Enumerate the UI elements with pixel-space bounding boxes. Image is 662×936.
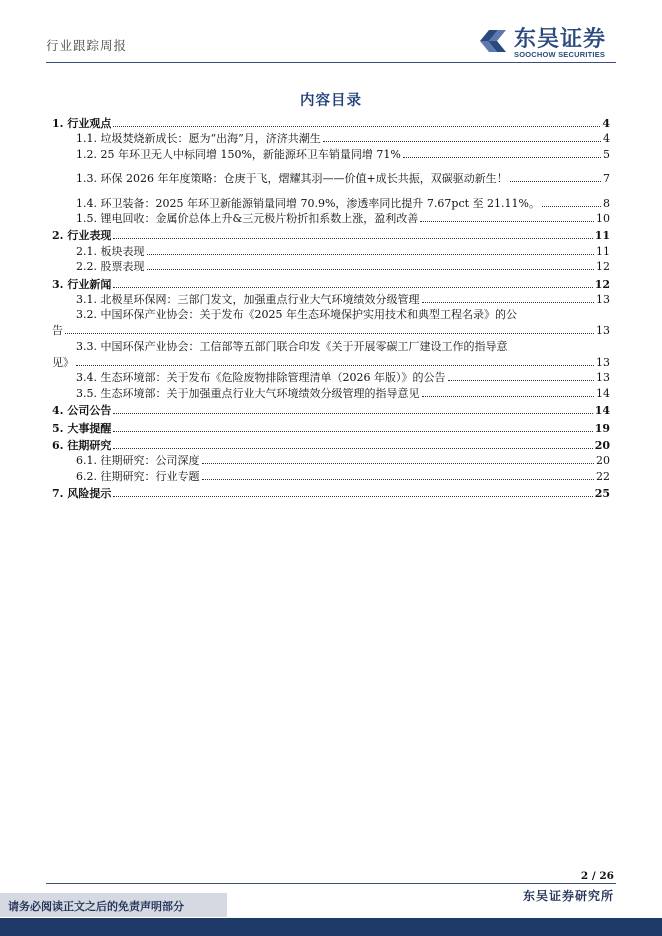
toc-entry[interactable] bbox=[52, 469, 610, 484]
toc-leader-dots bbox=[202, 479, 595, 480]
toc-entry-number: 3.4. bbox=[76, 371, 97, 385]
toc-page-number: 14 bbox=[594, 404, 610, 418]
toc-entry-number: 6.1. bbox=[76, 454, 97, 468]
toc-page-number: 10 bbox=[596, 212, 610, 226]
toc-page-number: 13 bbox=[596, 371, 610, 385]
footer-divider bbox=[46, 883, 616, 884]
toc-entry-title-continued: 见》 bbox=[52, 355, 74, 369]
toc-entry[interactable] bbox=[52, 196, 610, 211]
toc-leader-dots bbox=[76, 365, 594, 366]
toc-leader-dots bbox=[323, 141, 601, 142]
toc-page-number: 20 bbox=[594, 438, 610, 452]
toc-entry-title: 锂电回收：金属价总体上升&三元极片粉折扣系数上涨，盈利改善 bbox=[100, 212, 419, 226]
toc-entry-title: 往期研究：公司深度 bbox=[100, 454, 200, 468]
report-type-label: 行业跟踪周报 bbox=[46, 38, 128, 53]
toc-entry[interactable] bbox=[52, 211, 610, 226]
toc-entry[interactable] bbox=[52, 370, 610, 385]
toc-section[interactable] bbox=[52, 403, 610, 418]
toc-page-number: 7 bbox=[603, 172, 610, 186]
toc-entry-number: 2.1. bbox=[76, 244, 97, 258]
toc-entry-number: 1.1. bbox=[76, 132, 97, 146]
toc-page-number: 13 bbox=[596, 293, 610, 307]
disclaimer-text: 请务必阅读正文之后的免责声明部分 bbox=[8, 900, 184, 913]
toc-entry-title: 中国环保产业协会：工信部等五部门联合印发《关于开展零碳工厂建设工作的指导意 bbox=[100, 339, 508, 353]
toc-entry-title: 中国环保产业协会：关于发布《2025 年生态环境保护实用技术和典型工程名录》的公 bbox=[100, 308, 517, 322]
toc-page-number: 14 bbox=[596, 386, 610, 400]
toc-leader-dots bbox=[403, 157, 601, 158]
toc-entry-title: 行业新闻 bbox=[67, 277, 112, 291]
toc-entry-title: 往期研究 bbox=[67, 438, 112, 452]
toc-entry-title: 生态环境部：关于发布《危险废物排除管理清单（2026 年版）》的公告 bbox=[100, 371, 446, 385]
toc-entry-number: 4. bbox=[52, 404, 64, 418]
toc-entry-number: 1.2. bbox=[76, 147, 97, 161]
toc-leader-dots bbox=[147, 269, 595, 270]
toc-entry-title: 往期研究：行业专题 bbox=[100, 469, 200, 483]
toc-entry-number: 1.4. bbox=[76, 196, 97, 210]
toc-page-number: 13 bbox=[596, 324, 610, 338]
toc-entry-title: 股票表现 bbox=[100, 260, 145, 274]
toc-entry-title: 公司公告 bbox=[67, 404, 112, 418]
toc-section[interactable] bbox=[52, 421, 610, 436]
toc-entry-number: 2.2. bbox=[76, 260, 97, 274]
toc-entry[interactable] bbox=[52, 171, 610, 186]
toc-leader-dots bbox=[202, 463, 595, 464]
toc-page-number: 5 bbox=[603, 147, 610, 161]
toc-page-number: 8 bbox=[603, 196, 610, 210]
toc-leader-dots bbox=[113, 448, 592, 449]
logo-chinese-name: 东吴证券 bbox=[514, 27, 607, 52]
toc-leader-dots bbox=[113, 431, 592, 432]
toc-entry-title: 大事提醒 bbox=[67, 421, 112, 435]
toc-leader-dots bbox=[113, 287, 592, 288]
toc-leader-dots bbox=[65, 333, 594, 334]
soochow-logo-icon bbox=[476, 24, 510, 58]
toc-entry-number: 3.3. bbox=[76, 339, 97, 353]
toc-page-number: 12 bbox=[596, 260, 610, 274]
toc-page-number: 11 bbox=[594, 229, 610, 243]
toc-entry-number: 2. bbox=[52, 229, 64, 243]
toc-entry-number: 1. bbox=[52, 117, 64, 130]
toc-page-number: 12 bbox=[594, 277, 610, 291]
table-of-contents bbox=[52, 116, 610, 502]
toc-section[interactable] bbox=[52, 277, 610, 292]
toc-entry-title: 板块表现 bbox=[100, 244, 145, 258]
toc-leader-dots bbox=[113, 238, 592, 239]
toc-entry-title: 环卫装备：2025 年环卫新能源销量同增 70.9%，渗透率同比提升 7.67pct 至 21.11%。 bbox=[100, 196, 540, 210]
toc-entry-title: 风险提示 bbox=[67, 487, 112, 501]
toc-leader-dots bbox=[420, 221, 594, 222]
toc-leader-dots bbox=[422, 302, 595, 303]
toc-entry-number: 1.3. bbox=[76, 172, 97, 186]
toc-entry-title: 生态环境部：关于加强重点行业大气环境绩效分级管理的指导意见 bbox=[100, 386, 420, 400]
toc-entry-number: 3. bbox=[52, 277, 64, 291]
toc-leader-dots bbox=[510, 181, 601, 182]
toc-entry-number: 5. bbox=[52, 421, 64, 435]
toc-entry-number: 3.5. bbox=[76, 386, 97, 400]
toc-page-number: 25 bbox=[594, 487, 610, 501]
toc-page-number: 19 bbox=[594, 421, 610, 435]
toc-page-number: 20 bbox=[596, 454, 610, 468]
toc-section[interactable] bbox=[52, 228, 610, 243]
toc-entry-number: 3.1. bbox=[76, 293, 97, 307]
toc-leader-dots bbox=[542, 206, 601, 207]
institute-name: 东吴证券研究所 bbox=[522, 889, 614, 903]
toc-entry-title: 环保 2026 年年度策略：仓庚于飞，熠耀其羽——价值+成长共振，双碳驱动新生！ bbox=[100, 172, 508, 186]
toc-page-number: 4 bbox=[603, 132, 610, 146]
toc-leader-dots bbox=[113, 126, 600, 127]
toc-entry-number: 3.2. bbox=[76, 308, 97, 322]
toc-section[interactable] bbox=[52, 486, 610, 501]
page-number: 2 / 26 bbox=[580, 870, 614, 882]
toc-entry-number: 6. bbox=[52, 438, 64, 452]
toc-title: 内容目录 bbox=[300, 93, 362, 109]
toc-entry-title: 垃圾焚烧新成长：愿为“出海”月，济济共潮生 bbox=[100, 132, 321, 146]
toc-page-number: 11 bbox=[596, 244, 610, 258]
toc-entry-number: 1.5. bbox=[76, 212, 97, 226]
header-divider bbox=[46, 62, 616, 63]
toc-leader-dots bbox=[147, 254, 595, 255]
toc-leader-dots bbox=[113, 496, 592, 497]
toc-page-number: 4 bbox=[602, 117, 610, 130]
toc-entry[interactable] bbox=[52, 131, 610, 146]
toc-entry[interactable] bbox=[52, 307, 610, 338]
toc-section[interactable] bbox=[52, 438, 610, 453]
toc-entry-title: 行业表现 bbox=[67, 229, 112, 243]
toc-entry-title: 25 年环卫无人中标同增 150%，新能源环卫车销量同增 71% bbox=[100, 147, 401, 161]
bottom-bar bbox=[0, 918, 662, 936]
toc-entry[interactable] bbox=[52, 259, 610, 274]
toc-leader-dots bbox=[422, 396, 595, 397]
toc-entry-title-continued: 告 bbox=[52, 324, 63, 338]
toc-section[interactable] bbox=[52, 116, 610, 131]
logo-english-name: SOOCHOW SECURITIES bbox=[514, 50, 606, 59]
toc-entry[interactable] bbox=[52, 386, 610, 401]
toc-entry-number: 6.2. bbox=[76, 469, 97, 483]
toc-entry-title: 北极星环保网：三部门发文，加强重点行业大气环境绩效分级管理 bbox=[100, 293, 420, 307]
toc-page-number: 13 bbox=[596, 355, 610, 369]
toc-page-number: 22 bbox=[596, 469, 610, 483]
toc-entry-number: 7. bbox=[52, 487, 64, 501]
toc-entry-title: 行业观点 bbox=[67, 117, 112, 130]
toc-entry[interactable] bbox=[52, 339, 610, 370]
soochow-logo bbox=[476, 24, 626, 58]
toc-entry[interactable] bbox=[52, 147, 610, 162]
toc-entry[interactable] bbox=[52, 292, 610, 307]
toc-leader-dots bbox=[448, 380, 595, 381]
toc-leader-dots bbox=[113, 413, 592, 414]
toc-entry[interactable] bbox=[52, 244, 610, 259]
toc-entry[interactable] bbox=[52, 453, 610, 468]
